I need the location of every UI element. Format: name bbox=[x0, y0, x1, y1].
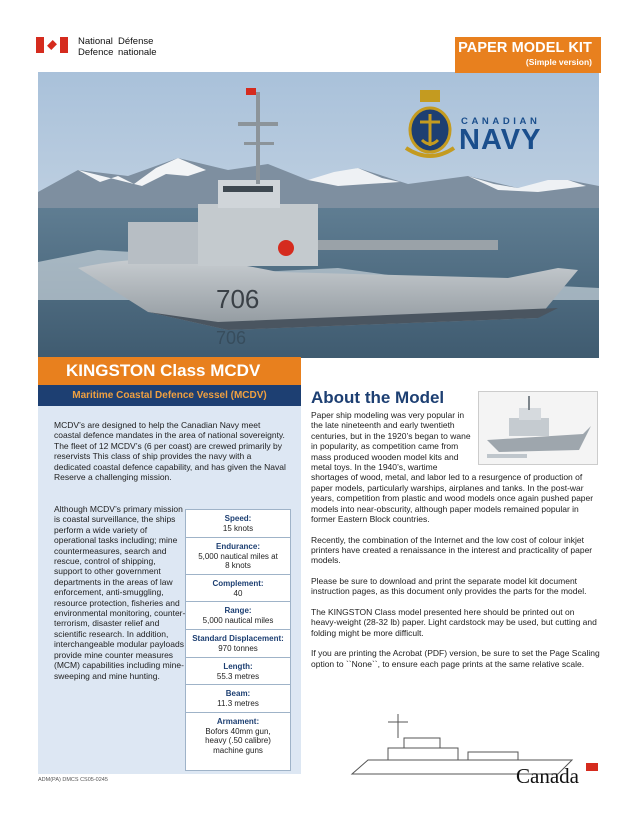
department-line: National bbox=[78, 36, 113, 47]
kit-title: PAPER MODEL KIT bbox=[458, 40, 592, 56]
about-paragraph: The KINGSTON Class model presented here should be printed out on heavy-weight (28-32 lb) paper. Light cardstock may be used, but cutting and folding might be more difficult. bbox=[311, 607, 597, 638]
about-paragraph: Please be sure to download and print the separate model kit document instruction pages, as this document only provides the parts for the model. bbox=[311, 576, 587, 597]
about-paragraph: Recently, the combination of the Internet and the low cost of colour inkjet printers have created a renaissance in the interest and practicality of paper models. bbox=[311, 534, 593, 566]
spec-label: Speed: bbox=[224, 514, 252, 523]
specifications-box bbox=[185, 509, 291, 771]
navy-badge-icon bbox=[402, 90, 458, 160]
spec-value: 5,000 nautical miles at 8 knots bbox=[198, 551, 278, 571]
spec-label: Endurance: bbox=[215, 541, 260, 551]
canada-wordmark: Canada bbox=[516, 764, 579, 788]
kit-banner bbox=[455, 37, 601, 73]
hull-number: 706 bbox=[216, 284, 260, 314]
canada-flag-icon bbox=[36, 37, 68, 53]
spec-value: 40 bbox=[233, 588, 243, 598]
spec-armament bbox=[186, 713, 290, 759]
spec-value: Bofors 40mm gun, heavy (.50 calibre) machine guns bbox=[205, 726, 271, 755]
spec-displacement bbox=[186, 630, 290, 658]
canadian-navy-logo bbox=[402, 88, 567, 164]
spec-label: Beam: bbox=[225, 689, 251, 699]
hull-number-reflection: 706 bbox=[216, 328, 247, 348]
role-paragraph: Although MCDV’s primary mission is coastal surveillance, the ships perform a wide variety of operational tasks including; mine countermeasures, search and rescue, control of shipping, support to other government departments in the areas of law enforcement, anti-smuggling, resource protection, fisheries and environmental monitoring, counter-terrorism, disaster relief and scientific research. In addition, interchangeable modular payloads provide mine counter measures (MCM) capabilities including mine-sweeping and mine hunting. bbox=[54, 504, 186, 681]
spec-value: 970 tonnes bbox=[218, 643, 258, 653]
department-line: Défense bbox=[118, 36, 154, 47]
spec-label: Length: bbox=[223, 661, 253, 671]
about-body bbox=[311, 410, 601, 679]
ship-class-title: KINGSTON Class MCDV bbox=[38, 357, 301, 385]
admin-reference: ADM(PA) DMCS CS05-0245 bbox=[38, 777, 108, 783]
spec-label: Armament: bbox=[216, 716, 260, 726]
intro-paragraph: MCDV’s are designed to help the Canadian Navy meet coastal defence mandates in the area of national sovereignty. The fleet of 12 MCDV’s (6 per coast) are crewed primarily by reservists This class of ship provides the navy with a dedicated coastal defence capability, and has given the Naval Reserve a challenging mission. bbox=[54, 420, 286, 483]
spec-value: 11.3 metres bbox=[217, 699, 259, 709]
spec-value: 5,000 nautical miles bbox=[202, 616, 274, 626]
spec-label: Range: bbox=[224, 606, 252, 616]
department-name-fr bbox=[118, 37, 157, 58]
spec-complement bbox=[186, 575, 290, 603]
about-paragraph: shortages of wood, metal, and labor led to a resurgence of production of paper models, particularly warships, airplanes and tanks. In the post-war years, competition from plastic and wood models once again pushed paper models into near-obscurity, although paper models remained popular in former Eastern Block countries. bbox=[311, 472, 594, 525]
department-line: Defence bbox=[78, 46, 114, 58]
spec-endurance bbox=[186, 538, 290, 575]
about-heading: About the Model bbox=[311, 388, 445, 407]
spec-beam bbox=[186, 685, 290, 713]
logo-canadian: CANADIAN bbox=[461, 116, 541, 127]
ship-class-subtitle: Maritime Coastal Defence Vessel (MCDV) bbox=[38, 385, 301, 406]
spec-value: 55.3 metres bbox=[216, 671, 260, 681]
about-paragraph: If you are printing the Acrobat (PDF) version, be sure to set the Page Scaling option to ``None``, to ensure each page prints at the same relative scale. bbox=[311, 648, 600, 669]
spec-range bbox=[186, 602, 290, 630]
department-line: nationale bbox=[118, 46, 157, 58]
kit-subtitle: (Simple version) bbox=[525, 57, 592, 67]
canada-wordmark-flag-icon bbox=[586, 763, 598, 771]
spec-length bbox=[186, 658, 290, 686]
logo-navy: NAVY bbox=[459, 124, 542, 156]
spec-label: Complement: bbox=[212, 578, 264, 588]
about-paragraph: Paper ship modeling was very popular in the late nineteenth and early twentieth centuries, but in the 1920’s began to wane in popularity, as competition came from mass produced wooden model kits and metal toys. In the 1940’s, wartime bbox=[311, 410, 471, 473]
spec-speed bbox=[186, 510, 290, 538]
department-name-en bbox=[78, 37, 113, 58]
spec-value: 15 knots bbox=[222, 524, 254, 533]
spec-label: Standard Displacement: bbox=[192, 633, 284, 643]
